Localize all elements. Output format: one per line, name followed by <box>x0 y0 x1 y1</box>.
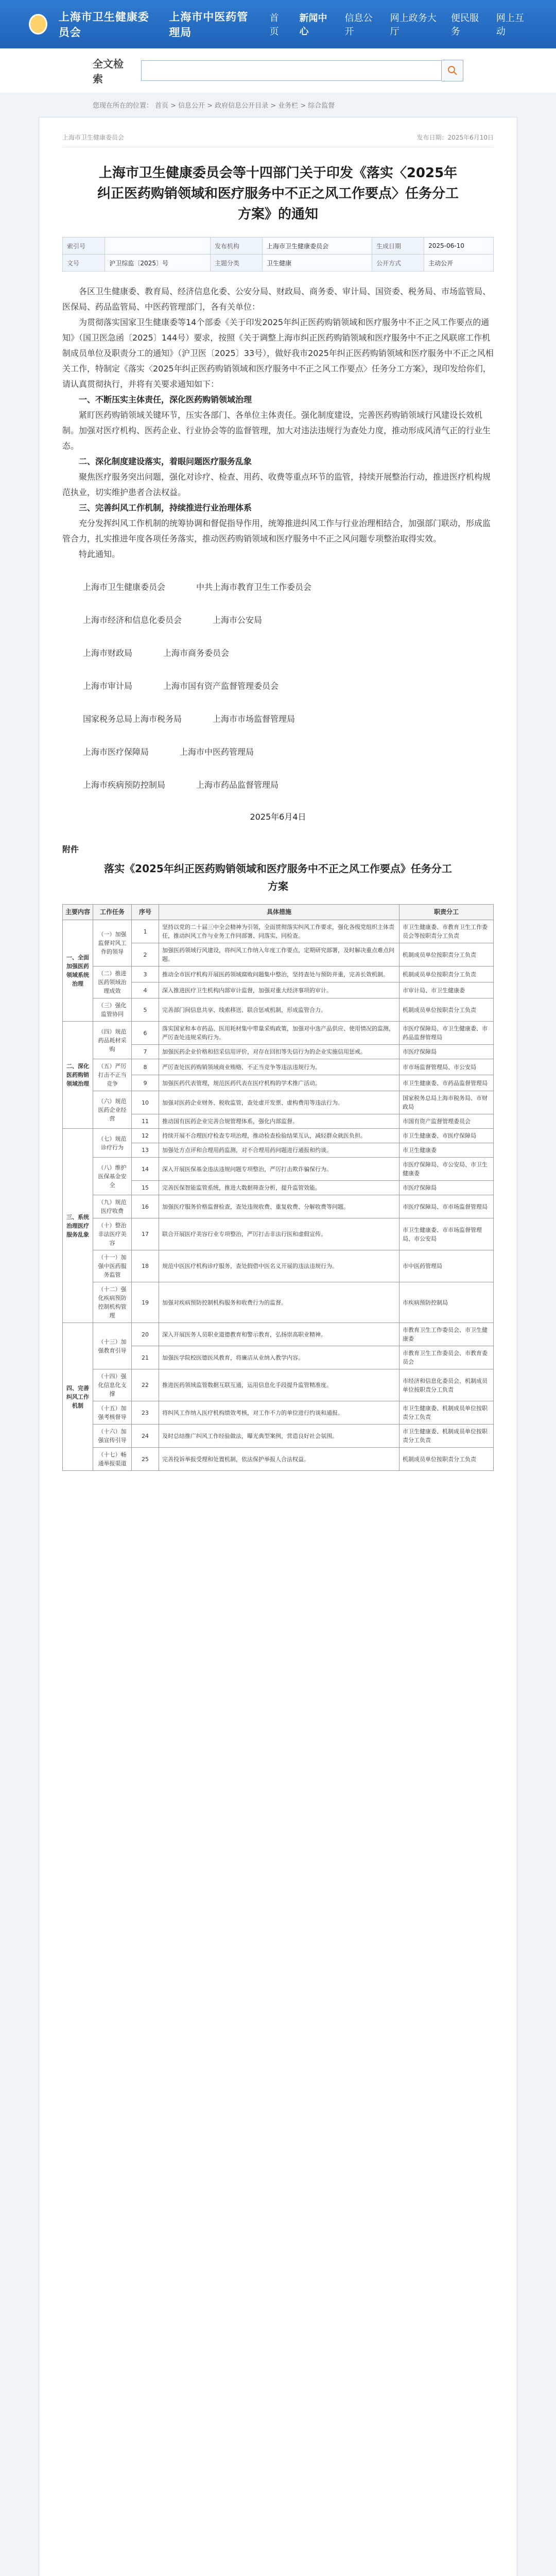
task-dept-cell: 国家税务总局上海市税务局、市财政局 <box>399 1091 494 1114</box>
article-title: 上海市卫生健康委员会等十四部门关于印发《落实〈2025年纠正医药购销领域和医疗服务中不正之风工作要点〉任务分工方案》的通知 <box>97 165 459 222</box>
task-dept-cell: 市医疗保障局、市公安局、市卫生健康委 <box>399 1158 494 1181</box>
main-nav <box>270 11 528 38</box>
task-order-cell: 23 <box>132 1401 159 1425</box>
task-order-cell: 8 <box>132 1059 159 1075</box>
task-row <box>63 1022 494 1045</box>
task-measure-cell: 加强对医药企业财务、税收监管，查处虚开发票、虚构费用等违法行为。 <box>159 1091 399 1114</box>
task-order-cell: 7 <box>132 1045 159 1059</box>
task-dept-cell: 市疾病预防控制局 <box>399 1282 494 1323</box>
search-button[interactable] <box>442 60 463 81</box>
task-table-header <box>63 905 494 920</box>
signatory-name: 上海市经济和信息化委员会 <box>83 615 182 625</box>
task-order-cell: 24 <box>132 1425 159 1448</box>
task-dept-cell: 市国有资产监督管理委员会 <box>399 1114 494 1129</box>
task-measure-cell: 加强医药企业价格和招采信用评价，对存在回扣等失信行为的企业实施信用惩戒。 <box>159 1045 399 1059</box>
meta-source: 上海市卫生健康委员会 <box>62 134 125 141</box>
task-order-cell: 19 <box>132 1282 159 1323</box>
task-dept-cell: 市卫生健康委、市市场监督管理局、市公安局 <box>399 1218 494 1250</box>
task-dept-cell: 市卫生健康委、机制成员单位按职责分工负责 <box>399 1401 494 1425</box>
signatory-name: 上海市国有资产监督管理委员会 <box>163 681 279 691</box>
task-row <box>63 1425 494 1448</box>
task-measure-cell: 加强医学院校医德医风教育，将廉洁从业纳入教学内容。 <box>159 1346 399 1369</box>
task-measure-cell: 推进医药领域监管数据互联互通，运用信息化手段提升监管精准度。 <box>159 1369 399 1401</box>
sign-date-row <box>62 810 494 822</box>
search-icon <box>447 65 458 76</box>
signatory-name: 上海市市场监督管理局 <box>213 714 296 724</box>
section-text: 充分发挥纠风工作机制的统筹协调和督促指导作用，统筹推进纠风工作与行业治理相结合，加强部门联动，形成监管合力，扎实推进年度各项任务落实，推动医药购销领域和医疗服务中不正之风问题专项整治取得实效。 <box>62 518 491 544</box>
section-heading: 二、深化制度建设落实，着眼问题医疗服务乱象 <box>79 456 252 466</box>
breadcrumb-link[interactable]: 信息公开 > <box>178 102 213 110</box>
task-row <box>63 1282 494 1323</box>
nav-item[interactable]: 网上政务大厅 <box>390 13 437 37</box>
nav-item[interactable]: 网上互动 <box>496 13 524 37</box>
section-text: 紧盯医药购销领域关键环节，压实各部门、各单位主体责任。强化制度建设，完善医药购销领域行风建设长效机制。加强对医疗机构、医药企业、行业协会等的监督管理，加大对违法违规行为查处力度，推动形成风清气正的行业生态。 <box>62 410 491 451</box>
task-order-cell: 5 <box>132 998 159 1022</box>
search-bar <box>0 48 556 93</box>
task-measure-cell: 加强医药代表管理，规范医药代表在医疗机构的学术推广活动。 <box>159 1075 399 1091</box>
task-work-cell: （十四）强化信息化支撑 <box>93 1369 132 1401</box>
task-column-header: 职责分工 <box>399 905 494 920</box>
task-order-cell: 12 <box>132 1129 159 1143</box>
task-dept-cell: 市医疗保障局、市市场监督管理局 <box>399 1195 494 1218</box>
signatory-row <box>83 580 494 595</box>
task-row <box>63 1369 494 1401</box>
task-measure-cell: 持续开展不合理医疗检查专项治理，推动检查检验结果互认，减轻群众就医负担。 <box>159 1129 399 1143</box>
site-logo[interactable] <box>29 14 47 35</box>
task-row <box>63 920 494 943</box>
signatory-name: 上海市药品监督管理局 <box>196 780 279 790</box>
task-dept-cell: 市中医药管理局 <box>399 1250 494 1282</box>
task-measure-cell: 加强医疗服务价格监督检查，查处违规收费、重复收费、分解收费等问题。 <box>159 1195 399 1218</box>
task-measure-cell: 严厉查处医药购销领域商业贿赂、不正当竞争等违法违规行为。 <box>159 1059 399 1075</box>
task-order-cell: 9 <box>132 1075 159 1091</box>
signatory-name: 上海市中医药管理局 <box>180 747 254 757</box>
task-dept-cell: 机制成员单位按职责分工负责 <box>399 1448 494 1471</box>
task-order-cell: 2 <box>132 943 159 967</box>
breadcrumb-link[interactable]: 政府信息公开目录 > <box>215 102 276 110</box>
task-work-cell: （十三）加强教育引导 <box>93 1323 132 1369</box>
task-major-cell: 一、全面加强医药领域系统治理 <box>63 920 93 1022</box>
task-row <box>63 967 494 982</box>
task-dept-cell: 市卫生健康委、市医疗保障局 <box>399 1129 494 1143</box>
section-heading: 一、不断压实主体责任，深化医药购销领域治理 <box>79 395 252 404</box>
task-row <box>63 1195 494 1218</box>
task-dept-cell: 市卫生健康委 <box>399 1143 494 1158</box>
task-column-header: 具体措施 <box>159 905 399 920</box>
article-meta <box>62 133 494 147</box>
task-dept-cell: 市医疗保障局 <box>399 1181 494 1195</box>
signatory-row <box>83 646 494 661</box>
task-measure-cell: 完善医保智能监管系统，推进大数据筛查分析，提升监管效能。 <box>159 1181 399 1195</box>
signatory-name: 国家税务总局上海市税务局 <box>83 714 182 724</box>
info-row <box>63 255 494 272</box>
task-order-cell: 3 <box>132 967 159 982</box>
task-dept-cell: 市教育卫生工作委员会、市卫生健康委 <box>399 1323 494 1346</box>
breadcrumb-link[interactable]: 首页 > <box>155 102 177 110</box>
task-order-cell: 14 <box>132 1158 159 1181</box>
task-measure-cell: 加强处方点评和合理用药监测，对不合理用药问题进行通报和约谈。 <box>159 1143 399 1158</box>
task-work-cell: （十一）加强中医药服务监管 <box>93 1250 132 1282</box>
task-measure-cell: 深入推进医疗卫生机构内部审计监督，加强对重大经济事项的审计。 <box>159 982 399 998</box>
signatory-name: 上海市疾病预防控制局 <box>83 780 166 790</box>
info-cell: 沪卫综监〔2025〕号 <box>105 255 211 272</box>
task-order-cell: 13 <box>132 1143 159 1158</box>
task-row <box>63 1158 494 1181</box>
task-dept-cell: 市医疗保障局、市卫生健康委、市药品监督管理局 <box>399 1022 494 1045</box>
nav-item[interactable]: 首页 <box>269 13 279 37</box>
task-order-cell: 10 <box>132 1091 159 1114</box>
body-paragraph: 各区卫生健康委、教育局、经济信息化委、公安分局、财政局、商务委、审计局、国资委、税务局、市场监管局、医保局、药品监管局、中医药管理部门，各有关单位： <box>62 286 491 312</box>
signatory-row <box>83 777 494 793</box>
article-info-table <box>62 237 494 272</box>
task-order-cell: 4 <box>132 982 159 998</box>
task-work-cell: （五）严厉打击不正当竞争 <box>93 1059 132 1091</box>
meta-date: 发布日期：2025年6月10日 <box>416 134 494 141</box>
task-dept-cell: 机制成员单位按职责分工负责 <box>399 967 494 982</box>
nav-item[interactable]: 新闻中心 <box>299 13 327 37</box>
task-work-cell: （十二）强化疾病预防控制机构管理 <box>93 1282 132 1323</box>
info-cell: 索引号 <box>63 238 105 255</box>
nav-item[interactable]: 便民服务 <box>450 13 479 37</box>
task-order-cell: 20 <box>132 1323 159 1346</box>
task-work-cell: （三）强化监管协同 <box>93 998 132 1022</box>
annex-title: 落实《2025年纠正医药购销领域和医疗服务中不正之风工作要点》任务分工方案 <box>104 862 452 892</box>
info-cell <box>105 238 211 255</box>
task-work-cell: （二）推进医药领域治理成效 <box>93 967 132 998</box>
task-measure-cell: 联合开展医疗美容行业专项整治，严厉打击非法行医和虚假宣传。 <box>159 1218 399 1250</box>
task-measure-cell: 加强医药领域行风建设，将纠风工作纳入年度工作要点，定期研究部署，及时解决重点难点问题。 <box>159 943 399 967</box>
task-measure-cell: 规范中医医疗机构诊疗服务，查处假借中医名义开展的违法违规行为。 <box>159 1250 399 1282</box>
task-measure-cell: 坚持以党的二十届三中全会精神为引领，全面贯彻落实纠风工作要求，强化各级党组织主体责任，推动纠风工作与业务工作同部署、同落实、同检查。 <box>159 920 399 943</box>
task-column-header: 工作任务 <box>93 905 132 920</box>
article-body <box>62 284 494 392</box>
info-cell: 发布机构 <box>210 238 262 255</box>
task-work-cell: （十五）加强考核督导 <box>93 1401 132 1425</box>
task-row <box>63 1059 494 1075</box>
signatory-row <box>83 744 494 760</box>
task-work-cell: （四）规范药品耗材采购 <box>93 1022 132 1059</box>
article-sections <box>62 392 494 547</box>
task-measure-cell: 深入开展医保基金违法违规问题专项整治，严厉打击欺诈骗保行为。 <box>159 1158 399 1181</box>
signatories <box>62 580 494 793</box>
task-order-cell: 17 <box>132 1218 159 1250</box>
search-input[interactable] <box>141 60 442 81</box>
article-closing: 特此通知。 <box>79 549 120 559</box>
section-text: 聚焦医疗服务突出问题，强化对诊疗、检查、用药、收费等重点环节的监管，持续开展整治行动，推进医疗机构规范执业，切实维护患者合法权益。 <box>62 472 491 497</box>
task-order-cell: 21 <box>132 1346 159 1369</box>
task-dept-cell: 市经济和信息化委员会、机制成员单位按职责分工负责 <box>399 1369 494 1401</box>
breadcrumb-link[interactable]: 综合监督 <box>308 102 335 110</box>
task-row <box>63 1218 494 1250</box>
task-dept-cell: 市卫生健康委、机制成员单位按职责分工负责 <box>399 1425 494 1448</box>
info-cell: 卫生健康 <box>263 255 372 272</box>
task-dept-cell: 市教育卫生工作委员会、市教育委员会 <box>399 1346 494 1369</box>
task-row <box>63 1448 494 1471</box>
signatory-row <box>83 679 494 694</box>
task-work-cell: （十六）加强宣传引导 <box>93 1425 132 1448</box>
task-row <box>63 1091 494 1114</box>
task-measure-cell: 推动国有医药企业完善合规管理体系，强化内部监督。 <box>159 1114 399 1129</box>
task-order-cell: 22 <box>132 1369 159 1401</box>
task-work-cell: （六）规范医药企业经营 <box>93 1091 132 1129</box>
site-title: 上海市卫生健康委员会 <box>58 11 149 39</box>
task-measure-cell: 加强对疾病预防控制机构服务和收费行为的监督。 <box>159 1282 399 1323</box>
annex-label: 附件 <box>62 844 79 854</box>
task-order-cell: 16 <box>132 1195 159 1218</box>
task-dept-cell: 机制成员单位按职责分工负责 <box>399 943 494 967</box>
site-title-secondary: 上海市中医药管理局 <box>169 11 249 39</box>
task-major-cell: 三、系统治理医疗服务乱象 <box>63 1129 93 1323</box>
task-work-cell: （十）整治非法医疗美容 <box>93 1218 132 1250</box>
info-cell: 主题分类 <box>210 255 262 272</box>
top-header <box>0 0 556 48</box>
signatory-name: 上海市公安局 <box>213 615 263 625</box>
info-cell: 公开方式 <box>372 255 424 272</box>
task-major-cell: 二、深化医药购销领域治理 <box>63 1022 93 1129</box>
task-column-header: 主要内容 <box>63 905 93 920</box>
task-measure-cell: 完善部门间信息共享、线索移送、联合惩戒机制，形成监管合力。 <box>159 998 399 1022</box>
task-order-cell: 25 <box>132 1448 159 1471</box>
task-order-cell: 6 <box>132 1022 159 1045</box>
task-major-cell: 四、完善纠风工作机制 <box>63 1323 93 1471</box>
task-measure-cell: 推动全市医疗机构开展医药领域腐败问题集中整治，坚持查处与预防并重，完善长效机制。 <box>159 967 399 982</box>
task-dept-cell: 市市场监督管理局、市公安局 <box>399 1059 494 1075</box>
task-column-header: 序号 <box>132 905 159 920</box>
task-row <box>63 998 494 1022</box>
task-dept-cell: 市审计局、市卫生健康委 <box>399 982 494 998</box>
info-cell: 生成日期 <box>372 238 424 255</box>
task-dept-cell: 机制成员单位按职责分工负责 <box>399 998 494 1022</box>
task-order-cell: 18 <box>132 1250 159 1282</box>
signatory-name: 上海市医疗保障局 <box>83 747 149 757</box>
task-work-cell: （十七）畅通举报渠道 <box>93 1448 132 1471</box>
task-dept-cell: 市医疗保障局 <box>399 1045 494 1059</box>
info-cell: 上海市卫生健康委员会 <box>263 238 372 255</box>
breadcrumb-link[interactable]: 业务栏 > <box>278 102 306 110</box>
info-cell: 主动公开 <box>424 255 494 272</box>
info-row <box>63 238 494 255</box>
task-row <box>63 1401 494 1425</box>
section-heading: 三、完善纠风工作机制，持续推进行业治理体系 <box>79 503 252 513</box>
signatory-row <box>83 711 494 727</box>
body-paragraph: 为贯彻落实国家卫生健康委等14个部委《关于印发2025年纠正医药购销领域和医疗服务中不正之风工作要点的通知》（国卫医急函〔2025〕144号）要求，按照《关于调整上海市纠正医药购销领域和医疗服务中不正之风联席工作机制成员单位及职责分工的通知》（沪卫医〔2025〕33号），做好我市2025年纠正医药购销领域和医疗服务中不正之风相关工作，特制定《落实〈2025年纠正医药购销领域和医疗服务中不正之风工作要点〉任务分工方案》，现印发给你们，请认真贯彻执行，并将有关要求通知如下： <box>62 317 494 389</box>
signatory-name: 中共上海市教育卫生工作委员会 <box>196 582 312 592</box>
nav-item[interactable]: 信息公开 <box>344 13 373 37</box>
signatory-row <box>83 613 494 628</box>
task-dept-cell: 市卫生健康委、市教育卫生工作委员会等按职责分工负责 <box>399 920 494 943</box>
task-row <box>63 1129 494 1143</box>
task-order-cell: 15 <box>132 1181 159 1195</box>
task-work-cell: （一）加强监督对风工作的领导 <box>93 920 132 967</box>
signatory-name: 上海市卫生健康委员会 <box>83 582 166 592</box>
signatory-name: 上海市商务委员会 <box>163 648 230 658</box>
task-row <box>63 1323 494 1346</box>
task-order-cell: 1 <box>132 920 159 943</box>
task-measure-cell: 将纠风工作纳入医疗机构绩效考核，对工作不力的单位进行约谈和通报。 <box>159 1401 399 1425</box>
task-work-cell: （八）维护医保基金安全 <box>93 1158 132 1195</box>
article-container <box>39 117 517 2576</box>
info-cell: 文号 <box>63 255 105 272</box>
task-measure-cell: 落实国家和本市药品、医用耗材集中带量采购政策，加强对中选产品供应、使用情况的监测，严厉查处违规采购行为。 <box>159 1022 399 1045</box>
task-measure-cell: 完善投诉举报受理和处置机制，依法保护举报人合法权益。 <box>159 1448 399 1471</box>
signatory-name: 上海市审计局 <box>83 681 133 691</box>
breadcrumb-prefix: 您现在所在的位置： <box>93 102 153 110</box>
info-cell: 2025-06-10 <box>424 238 494 255</box>
task-measure-cell: 及时总结推广纠风工作经验做法，曝光典型案例，营造良好社会氛围。 <box>159 1425 399 1448</box>
task-work-cell: （七）规范诊疗行为 <box>93 1129 132 1158</box>
signatory-name: 上海市财政局 <box>83 648 133 658</box>
sign-date: 2025年6月4日 <box>250 812 306 822</box>
task-measure-cell: 深入开展医务人员职业道德教育和警示教育，弘扬崇高职业精神。 <box>159 1323 399 1346</box>
task-row <box>63 1250 494 1282</box>
breadcrumb <box>0 93 556 117</box>
task-order-cell: 11 <box>132 1114 159 1129</box>
task-work-cell: （九）规范医疗收费 <box>93 1195 132 1218</box>
task-dept-cell: 市卫生健康委、市药品监督管理局 <box>399 1075 494 1091</box>
search-label: 全文检索 <box>93 58 124 85</box>
task-table <box>62 904 494 1471</box>
